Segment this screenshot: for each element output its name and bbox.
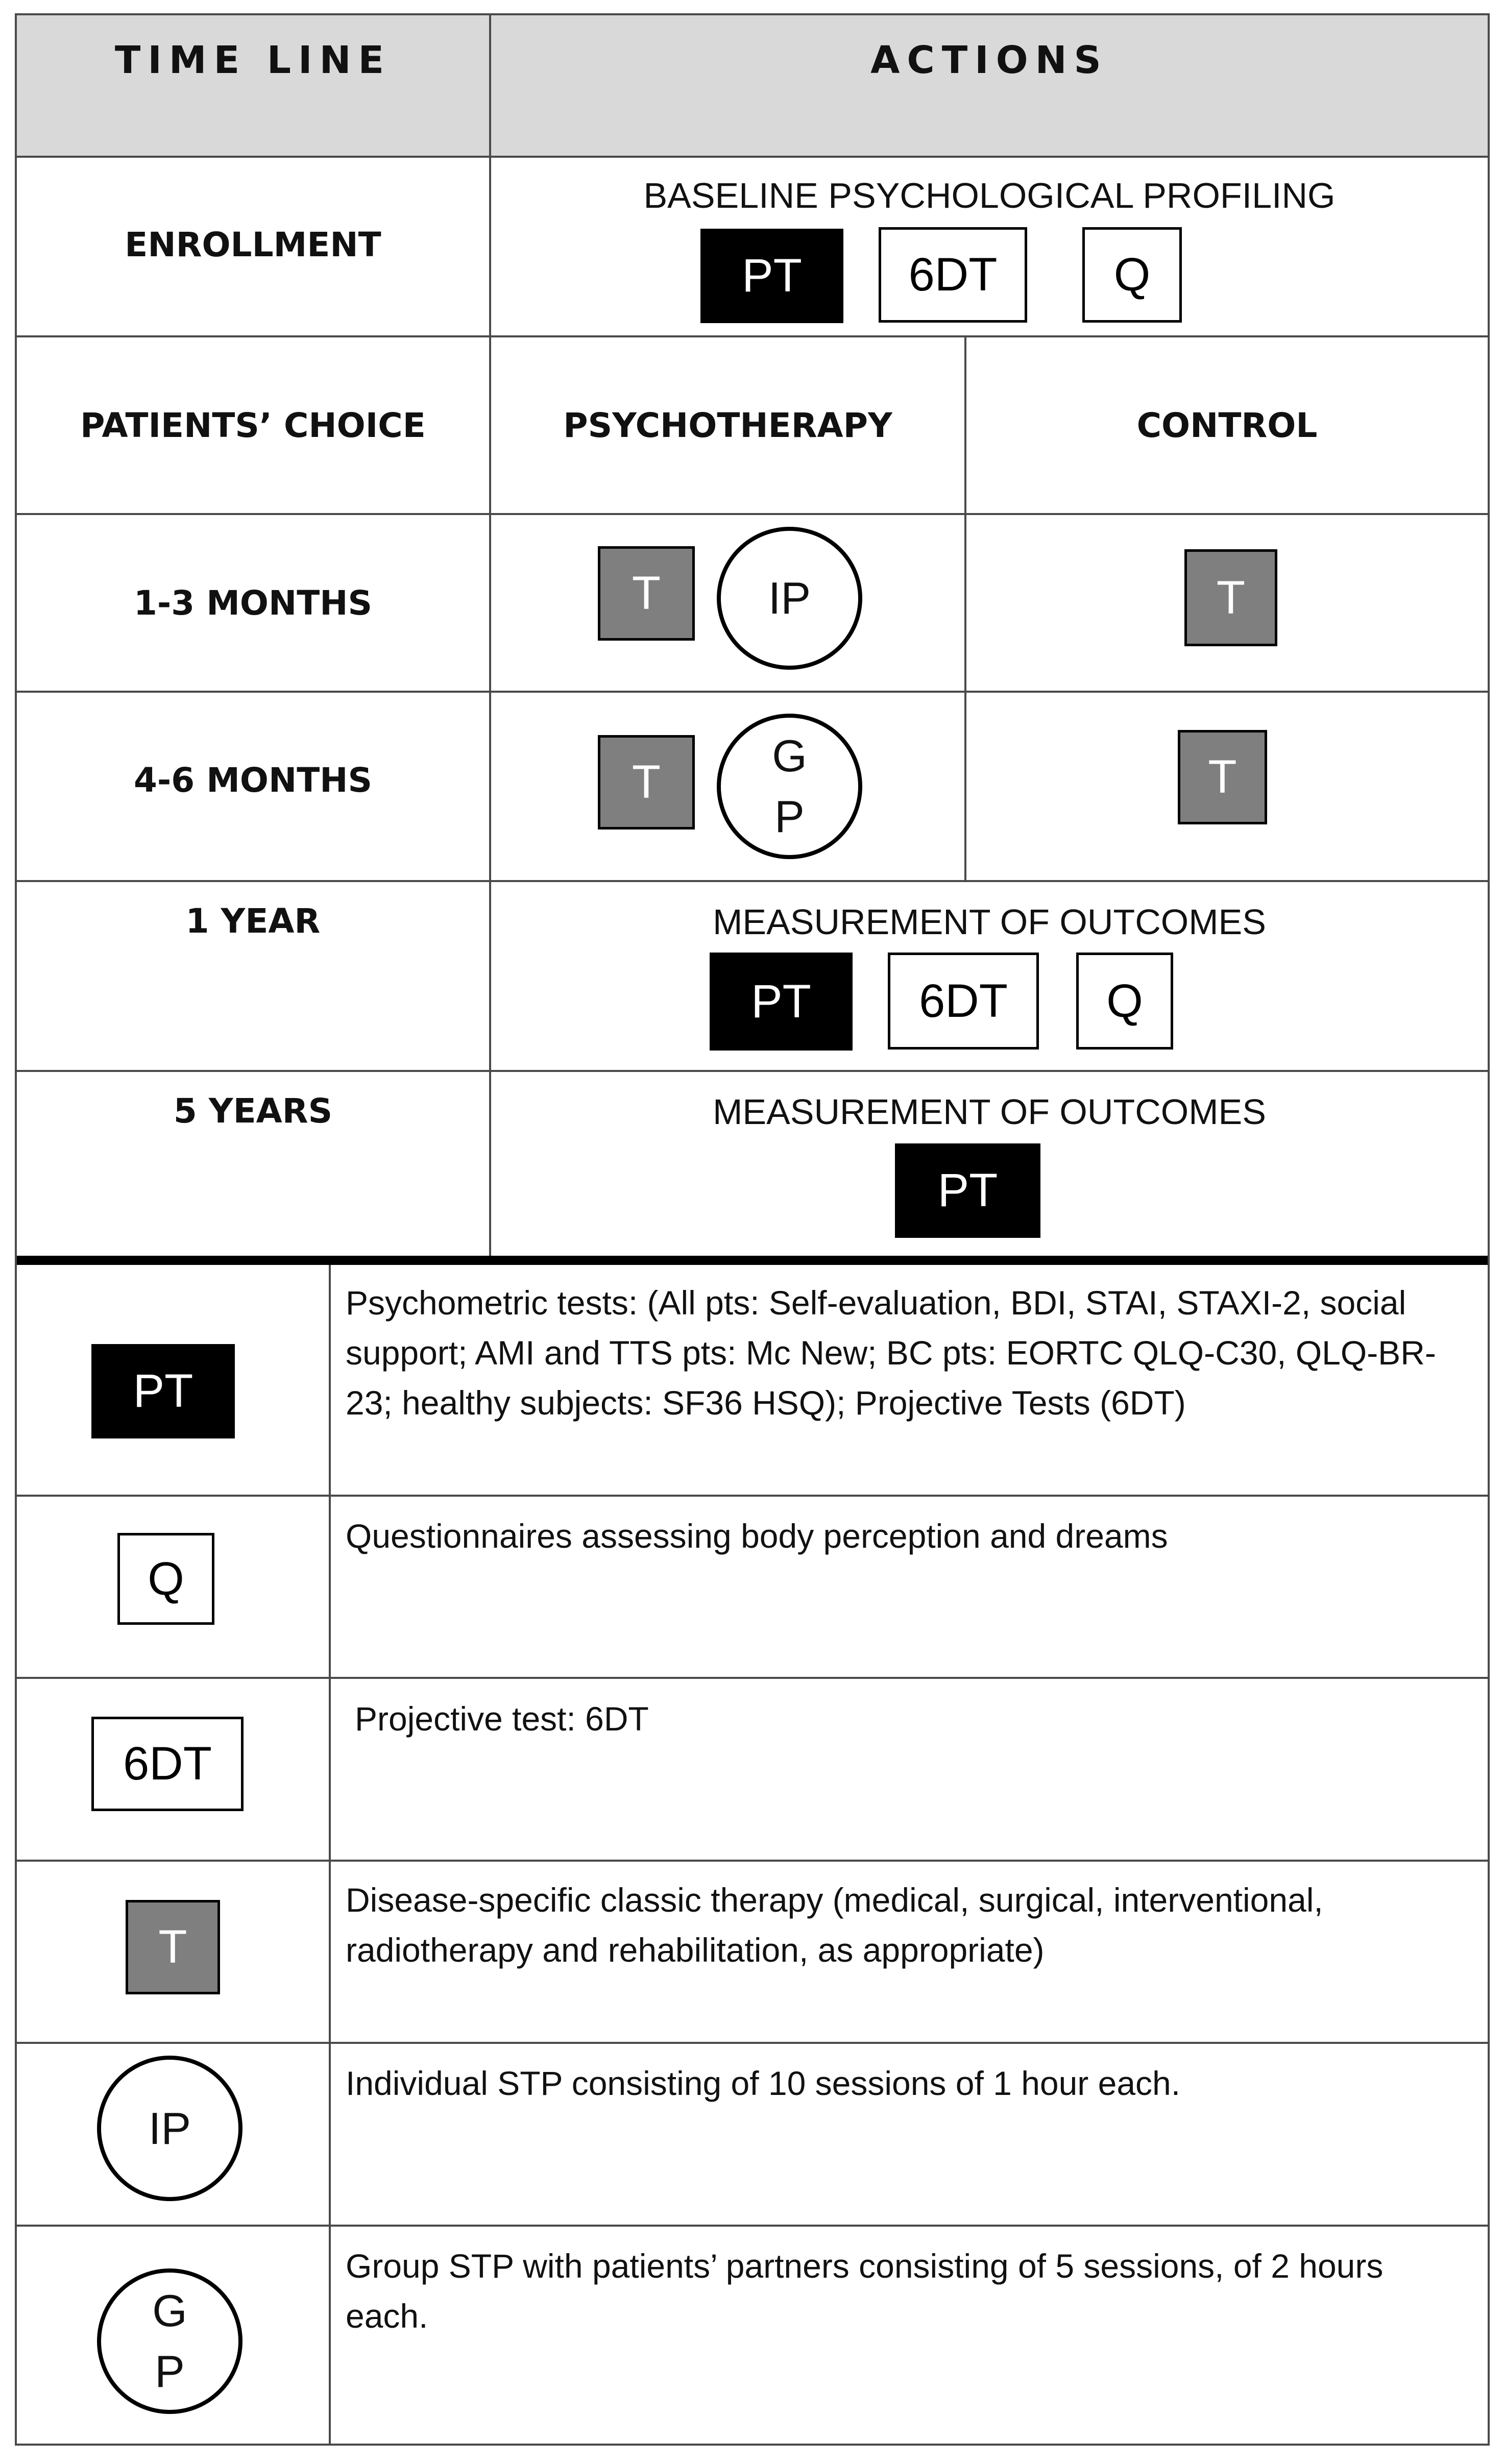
legend-ip-description: Individual STP consisting of 10 sessions of 1 hour each. (346, 2064, 1181, 2102)
q-box: Q (1082, 227, 1182, 323)
row-label-1-year: 1 YEAR (185, 901, 321, 941)
legend-gp-description: Group STP with patients’ partners consisting of 5 sessions, of 2 hours each. (346, 2247, 1384, 2335)
row-label-enrollment: ENROLLMENT (125, 225, 381, 264)
actions-header: ACTIONS (870, 38, 1108, 82)
outcomes-caption: MEASUREMENT OF OUTCOMES (713, 902, 1266, 942)
psychotherapy-column-label: PSYCHOTHERAPY (563, 406, 892, 445)
therapy-box: T (598, 546, 695, 641)
legend-q-symbol: Q (117, 1533, 214, 1625)
pt-box: PT (710, 953, 853, 1051)
legend-q-description: Questionnaires assessing body perception and dreams (346, 1517, 1168, 1555)
gp-letter-g: G (772, 730, 807, 781)
row-label-5-years: 5 YEARS (173, 1091, 333, 1131)
legend-pt-symbol: PT (91, 1344, 235, 1438)
sixdt-box: 6DT (879, 227, 1027, 323)
gp-letter-p: P (155, 2346, 185, 2397)
control-column-label: CONTROL (1136, 406, 1318, 445)
gp-letter-g: G (152, 2285, 187, 2336)
row-label-patients-choice: PATIENTS’ CHOICE (80, 406, 426, 445)
q-box: Q (1076, 953, 1173, 1050)
individual-psychotherapy-circle: IP (717, 527, 862, 670)
legend-gp-symbol (97, 2268, 242, 2414)
therapy-box: T (598, 735, 695, 830)
row-label-4-6-months: 4-6 MONTHS (133, 761, 373, 800)
therapy-box: T (1184, 549, 1277, 646)
timeline-header: TIME LINE (114, 38, 392, 82)
baseline-caption: BASELINE PSYCHOLOGICAL PROFILING (643, 176, 1336, 215)
legend-therapy-description: Disease-specific classic therapy (medical, surgical, interventional, radiotherapy and rehabilitation, as appropriate) (346, 1881, 1323, 1969)
legend-sixdt-description: Projective test: 6DT (355, 1700, 649, 1738)
gp-letter-p: P (774, 791, 805, 842)
legend-therapy-symbol: T (126, 1900, 220, 1994)
pt-box: PT (700, 229, 843, 323)
therapy-box: T (1178, 730, 1267, 824)
row-label-1-3-months: 1-3 MONTHS (133, 583, 373, 623)
group-psychotherapy-circle (717, 714, 862, 859)
legend-pt-description: Psychometric tests: (All pts: Self-evaluation, BDI, STAI, STAXI-2, social support; AMI and TTS pts: Mc New; BC pts: EORTC QLQ-C30, QLQ-BR-23; healthy subjects: SF36 HSQ); Projective Tests (6DT) (346, 1284, 1436, 1422)
outcomes-caption: MEASUREMENT OF OUTCOMES (713, 1092, 1266, 1132)
sixdt-box: 6DT (888, 953, 1039, 1050)
pt-box: PT (895, 1143, 1040, 1238)
legend-sixdt-symbol: 6DT (91, 1717, 244, 1811)
legend-ip-symbol: IP (97, 2056, 242, 2201)
